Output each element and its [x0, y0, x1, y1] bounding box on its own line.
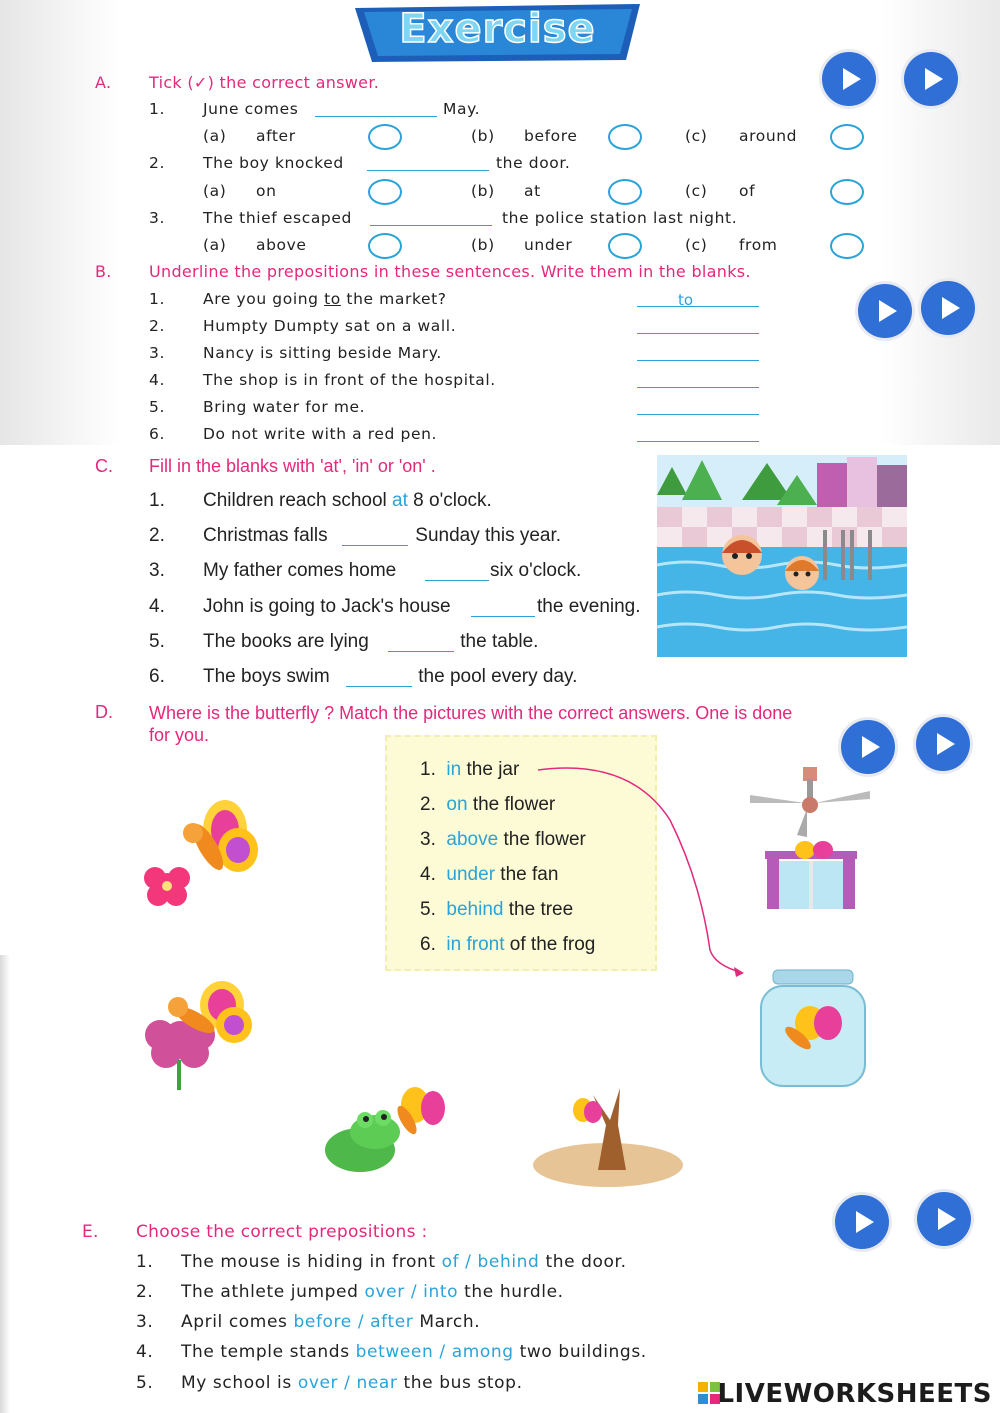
match-arrow — [530, 760, 760, 980]
answer-blank[interactable] — [637, 333, 759, 334]
sentence-number: 2. — [149, 525, 165, 546]
question-number: 1. — [149, 100, 165, 118]
sentence: six o'clock. — [490, 560, 582, 581]
question-number: 3. — [149, 209, 165, 227]
option-label: (c) — [685, 236, 708, 254]
option-circle[interactable] — [830, 124, 864, 150]
question-text: the police station last night. — [502, 209, 738, 227]
question-text: May. — [443, 100, 481, 118]
sentence: the pool every day. — [413, 666, 578, 687]
butterfly-on-flower-picture — [130, 975, 260, 1095]
answer-blank[interactable] — [637, 414, 759, 415]
sentence-number: 6. — [149, 666, 165, 687]
option-circle[interactable] — [608, 233, 642, 259]
answer-blank[interactable] — [637, 360, 759, 361]
play-button[interactable] — [858, 284, 912, 338]
sample-answer: to — [678, 291, 694, 309]
sentence: The temple stands between / among two buildings. — [181, 1342, 647, 1362]
match-item[interactable]: 1. in the jar — [420, 759, 520, 780]
option-label: (b) — [471, 182, 495, 200]
swimming-pool-illustration — [657, 455, 907, 657]
option-label: (c) — [685, 127, 708, 145]
sentence-number: 2. — [136, 1282, 154, 1302]
question-text: June comes — [203, 100, 299, 118]
answer-blank — [367, 170, 489, 171]
play-button[interactable] — [835, 1195, 889, 1249]
answer-blank[interactable] — [388, 651, 454, 652]
section-e-heading: Choose the correct prepositions : — [136, 1222, 428, 1242]
option-circle[interactable] — [830, 179, 864, 205]
play-button[interactable] — [916, 717, 970, 771]
option-text: at — [524, 182, 541, 200]
answer-blank[interactable] — [637, 441, 759, 442]
option-text: after — [256, 127, 296, 145]
option-circle[interactable] — [830, 233, 864, 259]
liveworksheets-logo: LIVEWORKSHEETS — [717, 1379, 992, 1409]
option-circle[interactable] — [368, 124, 402, 150]
sentence: The boys swim — [203, 666, 335, 687]
sentence: the evening. — [537, 596, 641, 617]
question-text: the door. — [496, 154, 571, 172]
play-button[interactable] — [917, 1192, 971, 1246]
option-label: (a) — [203, 127, 227, 145]
sentence-number: 1. — [149, 490, 165, 511]
sentence-number: 6. — [149, 425, 165, 443]
play-button[interactable] — [904, 52, 958, 106]
sentence: The shop is in front of the hospital. — [203, 371, 496, 389]
play-button[interactable] — [822, 52, 876, 106]
butterfly-above-flower-picture — [130, 795, 280, 920]
sentence: April comes before / after March. — [181, 1312, 481, 1332]
option-label: (c) — [685, 182, 708, 200]
option-circle[interactable] — [368, 233, 402, 259]
section-c-heading: Fill in the blanks with 'at', 'in' or 'on' . — [149, 456, 436, 476]
option-text: above — [256, 236, 307, 254]
sentence-number: 4. — [149, 371, 165, 389]
answer-blank[interactable] — [342, 545, 408, 546]
match-item[interactable]: 2. on the flower — [420, 794, 556, 815]
sentence: Christmas falls — [203, 525, 333, 546]
sentence-number: 4. — [136, 1342, 154, 1362]
butterfly-in-jar-picture — [755, 968, 870, 1093]
sentence-number: 1. — [136, 1252, 154, 1272]
answer-blank[interactable] — [637, 306, 759, 307]
sentence: Sunday this year. — [410, 525, 562, 546]
section-b-letter: B. — [95, 262, 112, 281]
sentence: the table. — [455, 631, 539, 652]
option-circle[interactable] — [608, 179, 642, 205]
play-button[interactable] — [921, 281, 975, 335]
match-item[interactable]: 3. above the flower — [420, 829, 586, 850]
answer-blank[interactable] — [471, 616, 535, 617]
answer-blank[interactable] — [637, 387, 759, 388]
answer-blank — [370, 225, 492, 226]
title-banner — [350, 2, 645, 64]
sentence-number: 5. — [136, 1373, 154, 1393]
sentence: The athlete jumped over / into the hurdle. — [181, 1282, 564, 1302]
sentence: Humpty Dumpty sat on a wall. — [203, 317, 457, 335]
question-text: The thief escaped — [203, 209, 352, 227]
sentence-number: 3. — [149, 560, 165, 581]
sentence: My father comes home — [203, 560, 402, 581]
section-c-letter: C. — [95, 456, 113, 476]
section-e-letter: E. — [82, 1222, 99, 1242]
option-circle[interactable] — [608, 124, 642, 150]
section-b-heading: Underline the prepositions in these sentences. Write them in the blanks. — [149, 262, 751, 281]
match-item[interactable]: 4. under the fan — [420, 864, 559, 885]
answer-blank[interactable] — [425, 580, 489, 581]
section-d-heading: Where is the butterfly ? Match the pictures with the correct answers. One is done for you. — [149, 703, 793, 745]
match-item[interactable]: 5. behind the tree — [420, 899, 574, 920]
sentence: Are you going to the market? — [203, 290, 447, 308]
butterfly-behind-tree-picture — [528, 1080, 688, 1190]
sentence-number: 3. — [149, 344, 165, 362]
butterfly-under-fan-picture — [745, 765, 875, 915]
sentence-number: 1. — [149, 290, 165, 308]
sentence-number: 2. — [149, 317, 165, 335]
option-label: (b) — [471, 236, 495, 254]
option-label: (a) — [203, 236, 227, 254]
option-text: under — [524, 236, 573, 254]
option-text: from — [739, 236, 778, 254]
match-item[interactable]: 6. in front of the frog — [420, 934, 596, 955]
option-label: (b) — [471, 127, 495, 145]
sentence: Do not write with a red pen. — [203, 425, 438, 443]
butterfly-in-front-of-frog-picture — [315, 1080, 455, 1180]
sentence-number: 3. — [136, 1312, 154, 1332]
sentence: Children reach school at 8 o'clock. — [203, 490, 492, 511]
sentence-number: 5. — [149, 398, 165, 416]
section-a-letter: A. — [95, 73, 112, 92]
sentence: John is going to Jack's house — [203, 596, 456, 617]
sentence: Bring water for me. — [203, 398, 366, 416]
option-circle[interactable] — [368, 179, 402, 205]
answer-blank — [315, 116, 437, 117]
sentence: The mouse is hiding in front of / behind the door. — [181, 1252, 627, 1272]
option-label: (a) — [203, 182, 227, 200]
question-number: 2. — [149, 154, 165, 172]
sentence-number: 4. — [149, 596, 165, 617]
sentence: Nancy is sitting beside Mary. — [203, 344, 442, 362]
section-a-heading: Tick (✓) the correct answer. — [149, 73, 380, 92]
section-d-letter: D. — [95, 702, 113, 722]
sentence-number: 5. — [149, 631, 165, 652]
question-text: The boy knocked — [203, 154, 344, 172]
option-text: on — [256, 182, 277, 200]
option-text: of — [739, 182, 756, 200]
sentence: The books are lying — [203, 631, 375, 652]
page-title: Exercise — [399, 6, 596, 52]
sentence: My school is over / near the bus stop. — [181, 1373, 523, 1393]
option-text: before — [524, 127, 578, 145]
option-text: around — [739, 127, 798, 145]
answer-blank[interactable] — [346, 686, 412, 687]
